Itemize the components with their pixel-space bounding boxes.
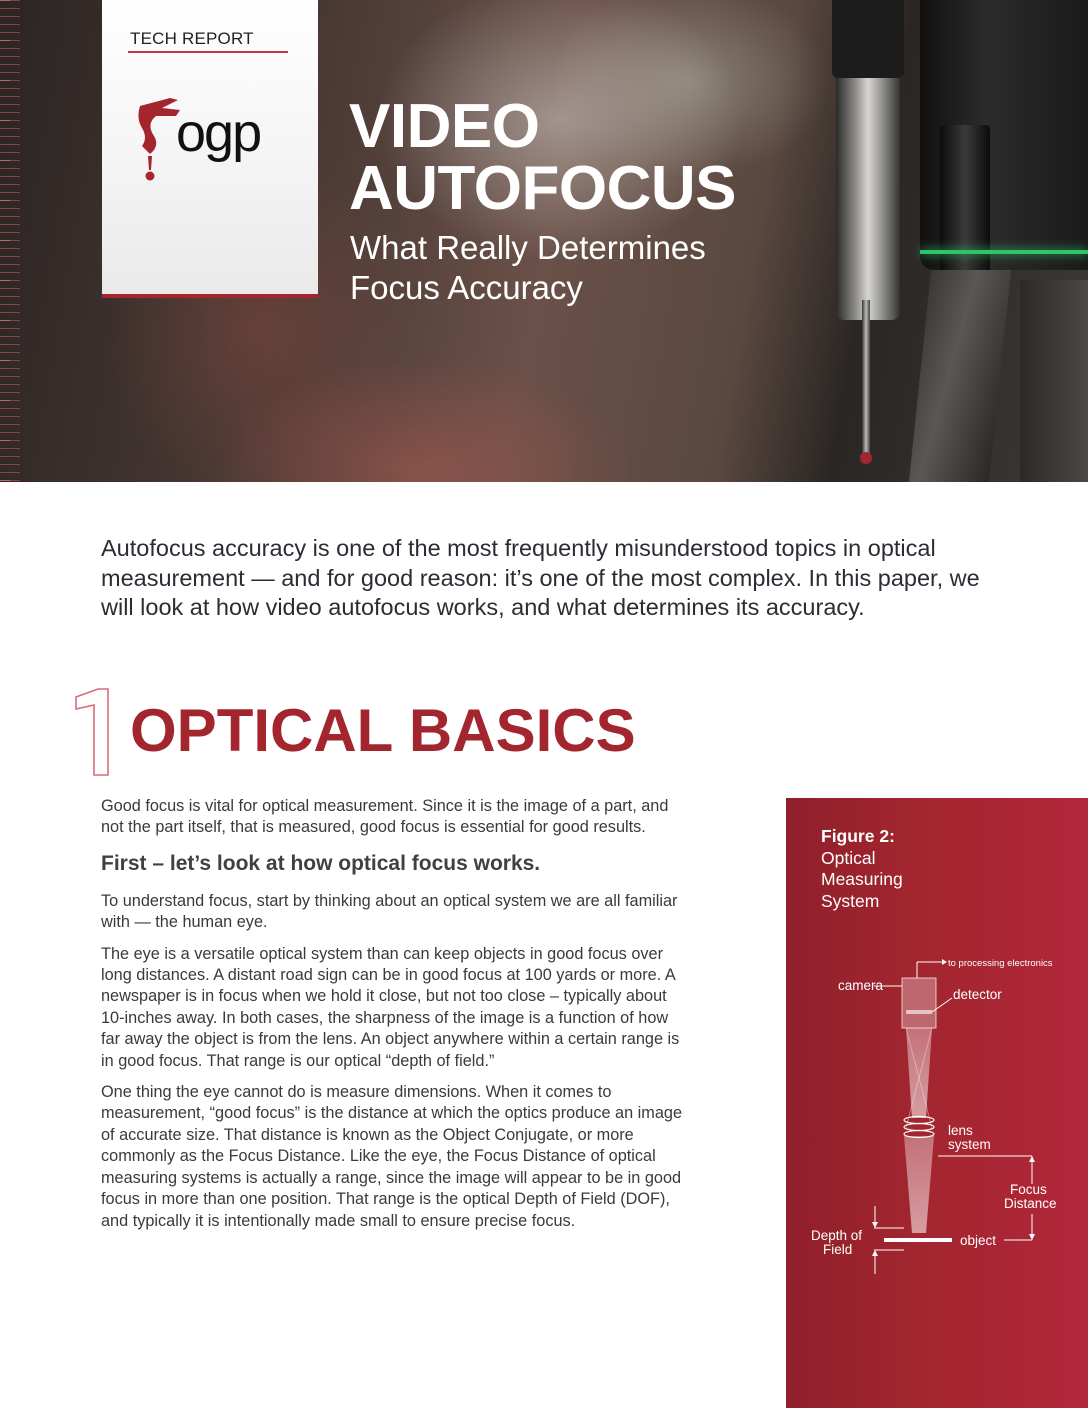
figure-caption bbox=[821, 826, 903, 912]
object-plate bbox=[884, 1238, 952, 1242]
section-title: OPTICAL BASICS bbox=[130, 697, 636, 764]
section-number-text: 1 bbox=[72, 683, 73, 684]
report-card-accent bbox=[102, 294, 318, 298]
page-title bbox=[349, 92, 737, 223]
camera-box bbox=[902, 978, 936, 1028]
figure-caption-line-3: System bbox=[821, 890, 880, 911]
ruler-decoration bbox=[0, 0, 20, 482]
detector bbox=[906, 1010, 932, 1014]
label-detector: detector bbox=[953, 987, 1002, 1002]
body-paragraph-1: Good focus is vital for optical measurement. Since it is the image of a part, and not the part itself, that is measured, good focus is essential for good results. bbox=[101, 797, 669, 837]
optical-system-diagram bbox=[786, 948, 1088, 1288]
label-object: object bbox=[960, 1233, 997, 1248]
report-label: TECH REPORT bbox=[130, 29, 254, 48]
machine-arm-rear bbox=[1020, 280, 1088, 482]
machine-probe-column bbox=[836, 0, 900, 320]
body-paragraph-2: To understand focus, start by thinking about an optical system we are all familiar with — the human eye. bbox=[101, 891, 678, 932]
title-line-1: VIDEO bbox=[349, 92, 540, 161]
section-number bbox=[72, 683, 112, 783]
label-lens: lens bbox=[948, 1123, 973, 1138]
machine-probe-tip bbox=[860, 452, 872, 464]
label-focus-distance: Distance bbox=[1004, 1196, 1057, 1211]
figure-caption-line-2: Measuring bbox=[821, 869, 903, 889]
ogp-logo bbox=[136, 94, 286, 186]
label-depth-of: Depth of bbox=[811, 1228, 863, 1243]
label-focus: Focus bbox=[1010, 1182, 1047, 1197]
machine-arm bbox=[909, 270, 1011, 482]
subtitle-line-1: What Really Determines bbox=[350, 229, 706, 266]
label-camera: camera bbox=[838, 978, 884, 993]
machine-probe bbox=[862, 300, 870, 460]
page-subtitle bbox=[350, 228, 706, 308]
intro-paragraph: Autofocus accuracy is one of the most frequently misunderstood topics in optical measurement — and for good reason: it’s one of the most complex. In this paper, we will look at how video autofocus works, and what determines its accuracy. bbox=[101, 535, 980, 620]
label-depth-field: Field bbox=[823, 1242, 853, 1257]
label-lens-system: system bbox=[948, 1137, 991, 1152]
subtitle-line-2: Focus Accuracy bbox=[350, 269, 583, 306]
figure-label: Figure 2: bbox=[821, 826, 895, 846]
report-card bbox=[102, 0, 318, 298]
label-to-processing: to processing electronics bbox=[948, 958, 1053, 969]
hero-banner bbox=[0, 0, 1088, 482]
body-column bbox=[101, 796, 691, 1242]
body-paragraph-4: One thing the eye cannot do is measure dimensions. When it comes to measurement, “good focus” is the distance at which the optics produce an image of accurate size. That distance is known as the Object Conjugate, or more commonly as the Focus Distance. Like the eye, the Focus Distance of optical measuring systems is actually a range, since the image will appear to be in good focus in more than one position. That range is the optical Depth of Field (DOF), and typically it is intentionally made small to ensure precise focus. bbox=[101, 1083, 683, 1230]
cmm-machine-photo bbox=[830, 0, 1088, 482]
title-line-2: AUTOFOCUS bbox=[349, 154, 737, 223]
ogp-logo-text: ogp bbox=[176, 103, 261, 163]
body-subheading: First – let’s look at how optical focus works. bbox=[101, 851, 541, 875]
machine-light bbox=[920, 250, 1088, 254]
figure-caption-line-1: Optical bbox=[821, 847, 876, 868]
body-paragraph-3: The eye is a versatile optical system than can keep objects in good focus over long distances. A distant road sign can be in good focus at 100 yards or more. A newspaper is in focus when we hold it close, but not too close – typically about 10-inches away. In both cases, the sharpness of the image is a function of how far away the object is from the lens. An object anywhere within a certain range is in good focus. That range is our optical “depth of field.” bbox=[101, 944, 680, 1070]
lower-beam bbox=[904, 1136, 934, 1233]
lens-element-2 bbox=[904, 1124, 934, 1131]
figure-panel bbox=[786, 798, 1088, 1408]
report-label-underline bbox=[128, 51, 288, 53]
